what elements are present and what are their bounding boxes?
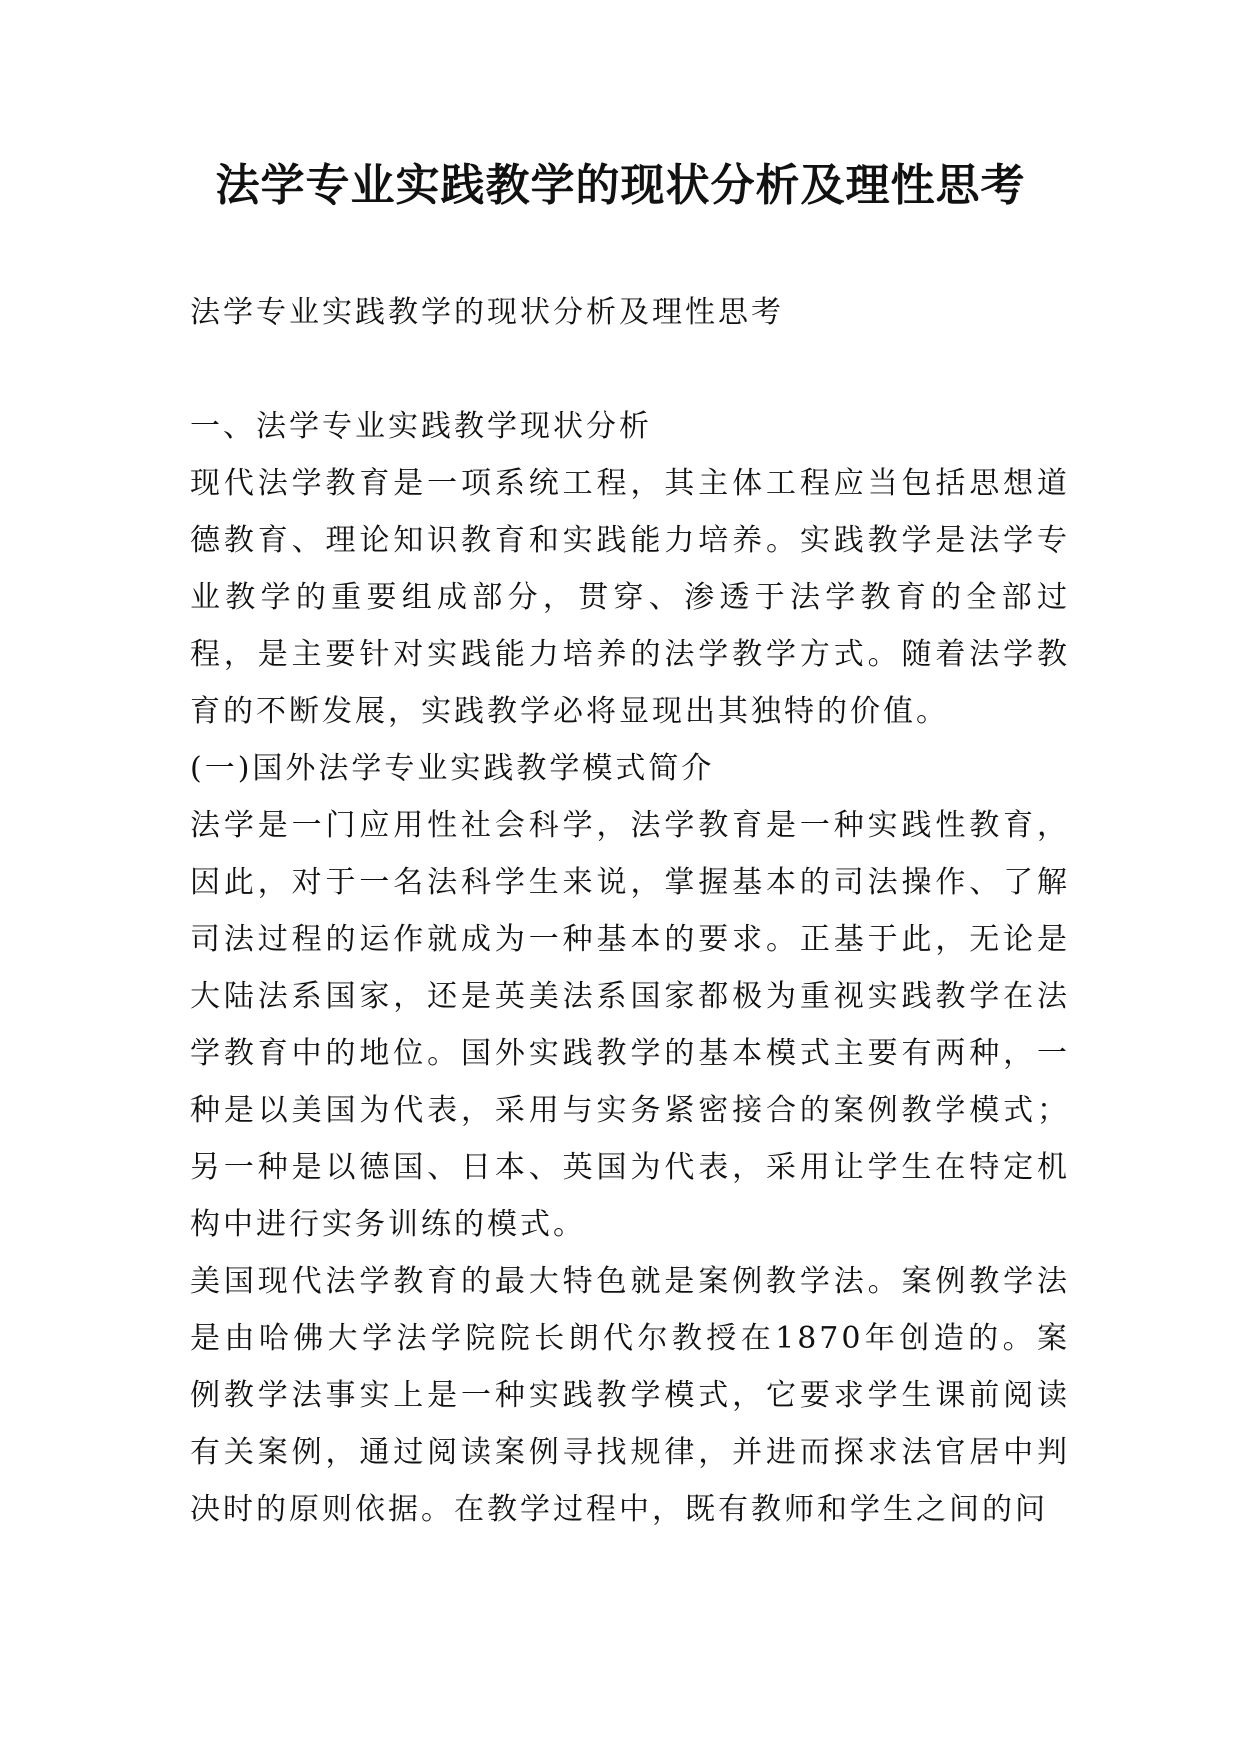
subsection-heading: (一)国外法学专业实践教学模式简介: [190, 751, 715, 786]
document-subtitle: 法学专业实践教学的现状分析及理性思考: [190, 295, 784, 330]
body-paragraph: 现代法学教育是一项系统工程，其主体工程应当包括思想道德教育、理论知识教育和实践能力培养。实践教学是法学专业教学的重要组成部分，贯穿、渗透于法学教育的全部过程，是主要针对实践能力培养的法学教学方式。随着法学教育的不断发展，实践教学必将显现出其独特的价值。: [190, 466, 1070, 729]
body-paragraph: 美国现代法学教育的最大特色就是案例教学法。案例教学法是由哈佛大学法学院院长朗代尔教授在1870年创造的。案例教学法事实上是一种实践教学模式，它要求学生课前阅读有关案例，通过阅读案例寻找规律，并进而探求法官居中判决时的原则依据。在教学过程中，既有教师和学生之间的问: [190, 1264, 1070, 1527]
document-title: 法学专业实践教学的现状分析及理性思考: [215, 160, 1026, 211]
body-paragraph: 法学是一门应用性社会科学，法学教育是一种实践性教育，因此，对于一名法科学生来说，掌握基本的司法操作、了解司法过程的运作就成为一种基本的要求。正基于此，无论是大陆法系国家，还是英美法系国家都极为重视实践教学在法学教育中的地位。国外实践教学的基本模式主要有两种，一种是以美国为代表，采用与实务紧密接合的案例教学模式；另一种是以德国、日本、英国为代表，采用让学生在特定机构中进行实务训练的模式。: [190, 808, 1070, 1242]
document-body: [190, 284, 1070, 1538]
section-heading: 一、法学专业实践教学现状分析: [190, 409, 652, 444]
